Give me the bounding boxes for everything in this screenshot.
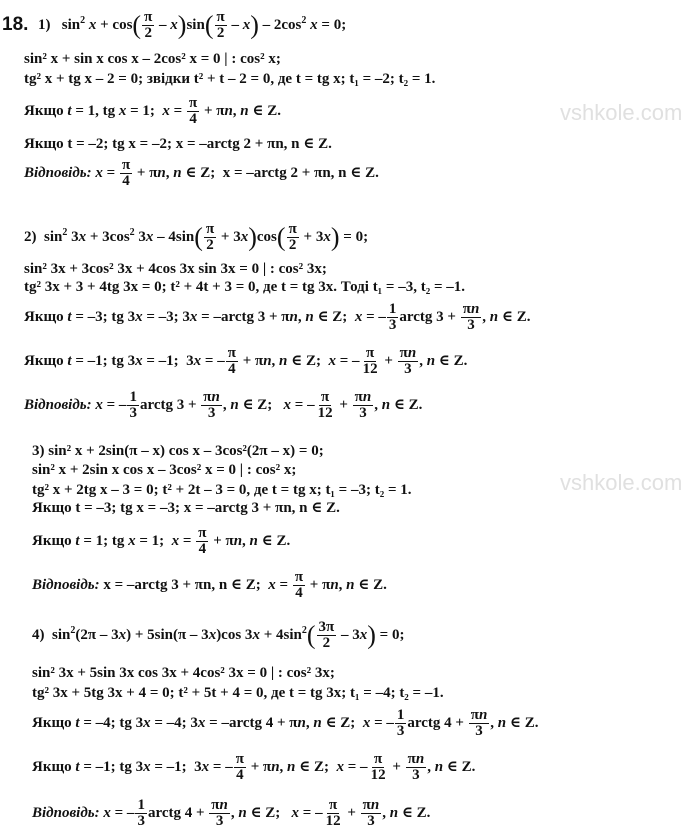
p2-answer-label: Відповідь: — [24, 396, 92, 413]
p3-equation — [32, 442, 324, 460]
p1-line-2: sin² x + sin x cos x – 2cos² x = 0 | : cos² x; — [24, 51, 281, 67]
p2-line-3: tg² 3x + 3 + 4tg 3x = 0; t² + 4t + 3 = 0, де t = tg 3x. Тоді t₁ = –3, t₂ = –1. — [24, 279, 466, 295]
p4-line-5: Якщо t = –1; tg 3x = –1; 3x = – $\frac{\pi}{4}$ + πn, n ∈ Z; x = – $\frac{\pi}{12}$ + $\frac{\pi n}{3}$ , n ∈ Z. — [32, 751, 476, 783]
p3-line-2: sin² x + 2sin x cos x – 3cos² x = 0 | : cos² x; — [32, 462, 297, 478]
p2-answer: Відповідь: x = – $\frac{1}{3}$ arctg 3 + $\frac{\pi n}{3}$ , n ∈ Z; x = – $\frac{\pi}{12}$ + $\frac{\pi n}{3}$ , n ∈ Z. — [24, 389, 423, 421]
p4-answer-label: Відповідь: — [32, 804, 100, 821]
watermark: vshkole.com — [560, 470, 683, 495]
p1-eq-text: $\sin^2 x + \cos$( $\frac{\pi}{2}$ – x)sin( $\frac{\pi}{2}$ – $x) - 2\cos^2$ x = 0; — [61, 9, 347, 41]
p2-label: 2) — [24, 228, 37, 245]
p2-line-5: Якщо t = –1; tg 3x = –1; 3x = – $\frac{\pi}{4}$ + πn, n ∈ Z; x = – $\frac{\pi}{12}$ + $\frac{\pi n}{3}$ , n ∈ Z. — [24, 345, 468, 377]
p1-equation — [38, 10, 346, 41]
p1-label: 1) — [38, 16, 51, 33]
p3-label: 3) — [32, 443, 45, 459]
p2-line-4: Якщо t = –3; tg 3x = –3; 3x = –arctg 3 + πn, n ∈ Z; x = – $\frac{1}{3}$ arctg 3 + $\frac{\pi n}{3}$ , n ∈ Z. — [24, 301, 531, 333]
p2-line-2: sin² 3x + 3cos² 3x + 4cos 3x sin 3x = 0 | : cos² 3x; — [24, 261, 327, 277]
p3-line-1: sin² x + 2sin(π – x) cos x – 3cos²(2π – x) = 0; — [48, 443, 324, 459]
p2-equation: 2) $\sin^2 3x + 3\cos^2$ 3x – 4sin( $\frac{\pi}{2}$ + 3x)cos( $\frac{\pi}{2}$ + 3x) = 0; — [24, 221, 369, 253]
p1-answer: Відповідь: x = $\frac{\pi}{4}$ + πn, n ∈ Z; x = –arctg 2 + πn, n ∈ Z. — [24, 157, 379, 189]
p4-label: 4) — [32, 626, 45, 643]
p3-line-3: tg² x + 2tg x – 3 = 0; t² + 2t – 3 = 0, де t = tg x; t₁ = –3; t₂ = 1. — [32, 482, 412, 498]
p4-answer: Відповідь: x = – $\frac{1}{3}$ arctg 4 + $\frac{\pi n}{3}$ , n ∈ Z; x = – $\frac{\pi}{12}$ + $\frac{\pi n}{3}$ , n ∈ Z. — [32, 797, 431, 829]
p1-answer-tail: x = –arctg 2 + πn, n ∈ Z. — [222, 164, 379, 181]
watermark: vshkole.com — [560, 100, 683, 125]
p4-equation: 4) $\sin^2(2\pi - 3x) + 5\sin(\pi - 3x)\cos$ $3x + 4\sin^2$( $\frac{3\pi}{2}$ – 3x) = 0; — [32, 619, 405, 651]
p4-line-3: tg² 3x + 5tg 3x + 4 = 0; t² + 5t + 4 = 0, де t = tg 3x; t₁ = –4; t₂ = –1. — [32, 685, 444, 701]
p4-line-2: sin² 3x + 5sin 3x cos 3x + 4cos² 3x = 0 | : cos² 3x; — [32, 665, 335, 681]
p3-answer-label: Відповідь: — [32, 576, 100, 593]
p3-line-5: Якщо t = 1; tg x = 1; x = $\frac{\pi}{4}$ + πn, n ∈ Z. — [32, 525, 291, 557]
p3-answer: Відповідь: x = –arctg 3 + πn, n ∈ Z; x = $\frac{\pi}{4}$ + πn, n ∈ Z. — [32, 569, 387, 601]
p1-line-4: Якщо t = 1, tg x = 1; x = $\frac{\pi}{4}$ + πn, n ∈ Z. — [24, 95, 281, 127]
p4-line-4: Якщо t = –4; tg 3x = –4; 3x = –arctg 4 + πn, n ∈ Z; x = – $\frac{1}{3}$ arctg 4 + $\frac{\pi n}{3}$ , n ∈ Z. — [32, 707, 539, 739]
p1-line-3: tg² x + tg x – 2 = 0; звідки t² + t – 2 = 0, де t = tg x; t₁ = –2; t₂ = 1. — [24, 71, 436, 87]
p3-answer-head: x = –arctg 3 + πn, n ∈ Z; — [103, 576, 261, 593]
p1-line-5: Якщо t = –2; tg x = –2; x = –arctg 2 + πn, n ∈ Z. — [24, 136, 332, 152]
p3-line-4: Якщо t = –3; tg x = –3; x = –arctg 3 + πn, n ∈ Z. — [32, 500, 340, 516]
p1-answer-label: Відповідь: — [24, 164, 92, 181]
problem-number: 18. — [2, 14, 29, 35]
